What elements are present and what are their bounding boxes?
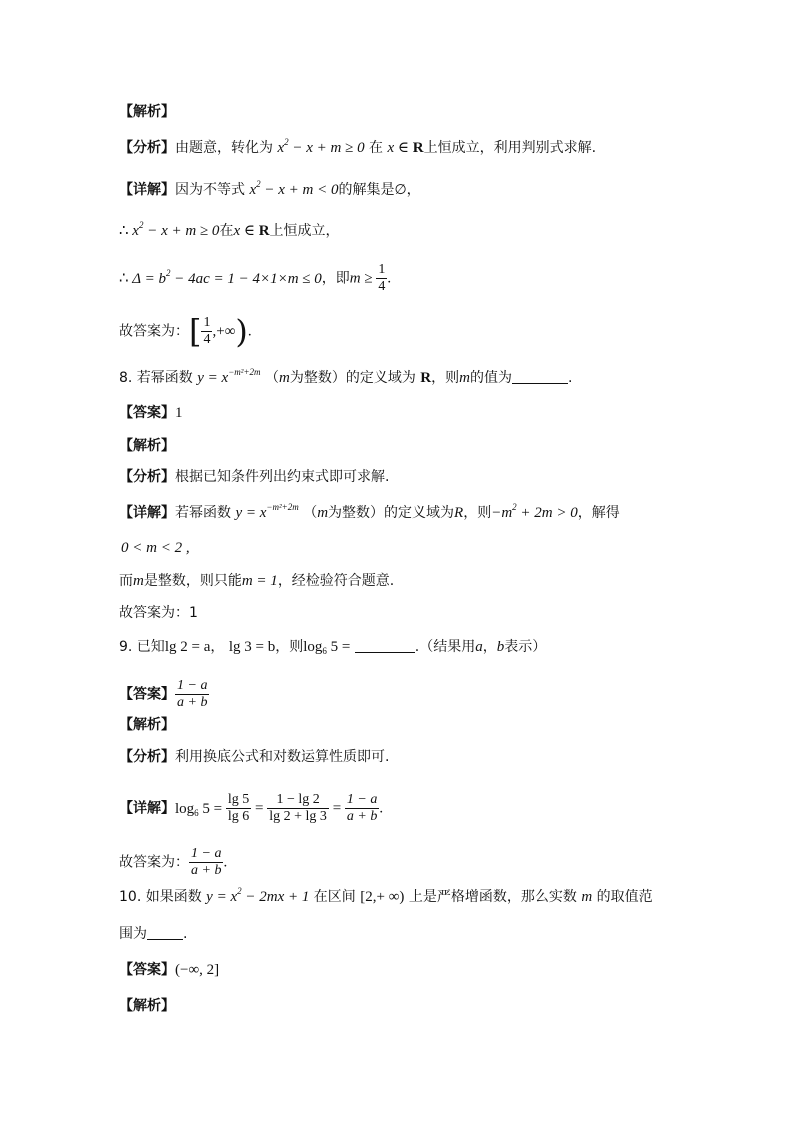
detail-line — [119, 792, 383, 825]
text: （ — [303, 505, 318, 521]
text: 上是严格增函数，那么实数 — [404, 889, 582, 905]
section-heading-analysis: 【解析】 — [119, 438, 175, 454]
text: 上恒成立， — [269, 223, 340, 239]
math-line: 0 < m < 2 , — [121, 540, 190, 556]
answer-blank — [355, 638, 415, 653]
math-expr: lg 2 = a — [164, 639, 211, 655]
therefore-line-1 — [119, 221, 340, 241]
answer-10 — [119, 960, 219, 980]
text: 的解集是∅， — [338, 182, 421, 198]
text: 由题意，转化为 — [175, 140, 273, 156]
answer-tag: 【答案】 — [119, 405, 175, 421]
answer-blank — [512, 369, 568, 384]
text: 故答案为： — [119, 323, 189, 340]
text: . — [567, 370, 573, 386]
math-var: m — [317, 505, 329, 521]
text: 是整数，则只能 — [143, 573, 242, 589]
question-8 — [119, 368, 572, 388]
fraction: $\frac{1 - a}{a + b}$ — [177, 678, 208, 710]
math-var: m — [279, 370, 290, 386]
math-expr: $x^2 - x + m < 0$ — [249, 179, 339, 198]
fraction: $\frac{1 - \lg 2}{\lg 2 + \lg 3}$ — [269, 792, 327, 824]
answer-8 — [119, 403, 183, 423]
math-expr: [2,+ ∞) — [360, 889, 405, 905]
analysis-tag: 【分析】 — [119, 749, 175, 765]
math-expr: $x^2 - x + m \ge 0$ — [132, 220, 220, 239]
text: .（结果用 — [414, 639, 476, 655]
answer-9 — [119, 678, 209, 711]
math-expr: $\log_6 5$ = — [303, 639, 351, 656]
math-expr: $y = x^2 - 2mx + 1$ — [206, 886, 310, 905]
equals: = — [328, 800, 345, 817]
text: . — [183, 926, 188, 942]
math-expr: $y = x^{-m^2+2m}$ — [235, 502, 299, 521]
text: 而 — [119, 573, 133, 589]
text: （ — [265, 370, 279, 386]
therefore-symbol: ∴ — [119, 223, 133, 239]
text: 根据已知条件列出约束式即可求解. — [175, 469, 390, 485]
detail-tag: 【详解】 — [119, 182, 175, 198]
text: ，经检验符合题意. — [277, 573, 395, 589]
math-expr: lg 3 = b — [228, 639, 276, 655]
fraction: $\frac{1 - a}{a + b}$ — [191, 846, 222, 878]
detail-tag: 【详解】 — [119, 800, 175, 817]
math-var: m — [133, 573, 144, 589]
answer-value: 1 — [175, 405, 183, 421]
text: 故答案为： — [119, 854, 189, 871]
text: 9. 已知 — [119, 639, 165, 655]
text: 的值为 — [469, 370, 512, 386]
text: . — [379, 800, 384, 817]
text: 为整数）的定义域为 — [289, 370, 416, 386]
text: ， — [210, 639, 225, 655]
answer-line-9 — [119, 846, 227, 879]
text: 在 — [369, 140, 384, 156]
text: 因为不等式 — [175, 182, 245, 198]
text: . — [387, 270, 392, 287]
math-var: b — [496, 639, 505, 655]
math-expr: $\Delta = b^2 - 4ac = 1 - 4\times 1\times m \le 0$ — [132, 267, 322, 287]
math-var: m — [581, 889, 593, 905]
detail-line — [119, 180, 421, 200]
real-set-symbol: R — [412, 140, 424, 156]
analysis-line — [119, 747, 389, 767]
text: 10. 如果函数 — [119, 889, 207, 905]
detail-tag: 【详解】 — [119, 505, 175, 521]
text: ，解得 — [577, 505, 620, 521]
math-var: a — [475, 639, 483, 655]
fraction: $\frac{1}{4}$ — [378, 262, 386, 294]
answer-value: (−∞, 2] — [175, 962, 220, 978]
text: 在 — [219, 223, 234, 239]
text: 若幂函数 — [175, 505, 231, 521]
question-9 — [119, 637, 546, 657]
answer-line-8: 故答案为：1 — [119, 605, 198, 621]
analysis-line — [119, 467, 389, 487]
therefore-symbol: ∴ — [119, 270, 133, 287]
text: 利用换底公式和对数运算性质即可. — [175, 749, 390, 765]
math-expr: $\log_6 5$ = — [175, 800, 226, 818]
analysis-line — [119, 138, 596, 158]
text: ，即 — [321, 270, 350, 287]
math-expr: m ≥ — [349, 270, 377, 287]
fraction: $\frac{1}{4}$ — [203, 315, 211, 347]
interval-tail: ,+∞ — [212, 323, 236, 340]
math-expr: m = 1 — [241, 573, 278, 589]
answer-blank — [147, 925, 183, 940]
text: 8. 若幂函数 — [119, 370, 193, 386]
section-heading-analysis: 【解析】 — [119, 998, 175, 1014]
text: . — [247, 323, 252, 340]
answer-line-7 — [119, 312, 252, 351]
text: ，则 — [431, 370, 460, 386]
text: ， — [482, 639, 497, 655]
answer-tag: 【答案】 — [119, 962, 175, 978]
math-expr: x ∈ — [387, 140, 413, 156]
analysis-tag: 【分析】 — [119, 140, 175, 156]
answer-tag: 【答案】 — [119, 686, 175, 703]
detail-line — [119, 503, 620, 523]
equals: = — [251, 800, 268, 817]
text: ，则 — [463, 505, 492, 521]
real-set-symbol: R — [454, 505, 464, 521]
text: 为整数）的定义域为 — [328, 505, 455, 521]
text: 的取值范 — [592, 889, 653, 905]
text: 围为 — [119, 926, 147, 942]
text: 上恒成立，利用判别式求解. — [423, 140, 597, 156]
real-set-symbol: R — [258, 223, 270, 239]
therefore-line-2 — [119, 262, 391, 295]
text: 表示） — [504, 639, 547, 655]
text-line — [119, 571, 394, 591]
analysis-tag: 【分析】 — [119, 469, 175, 485]
math-var: m — [459, 370, 470, 386]
math-expr: $-m^2 + 2m > 0$ — [491, 502, 578, 521]
left-bracket: [ — [189, 312, 202, 351]
math-expr: $y = x^{-m^2+2m}$ — [197, 367, 261, 386]
text: . — [223, 854, 228, 871]
question-10 — [119, 887, 653, 907]
text: 在区间 — [309, 889, 361, 905]
right-paren: ) — [235, 312, 248, 351]
real-set-symbol: R — [420, 370, 432, 386]
section-heading-analysis: 【解析】 — [119, 104, 175, 120]
text: ，则 — [275, 639, 304, 655]
question-10-cont — [119, 924, 187, 944]
section-heading-analysis: 【解析】 — [119, 717, 175, 733]
math-expr: x ∈ — [233, 223, 259, 239]
math-expr: $x^2 - x + m \ge 0$ — [277, 137, 365, 156]
fraction: $\frac{1 - a}{a + b}$ — [346, 792, 378, 824]
fraction: $\frac{\lg 5}{\lg 6}$ — [227, 792, 250, 824]
